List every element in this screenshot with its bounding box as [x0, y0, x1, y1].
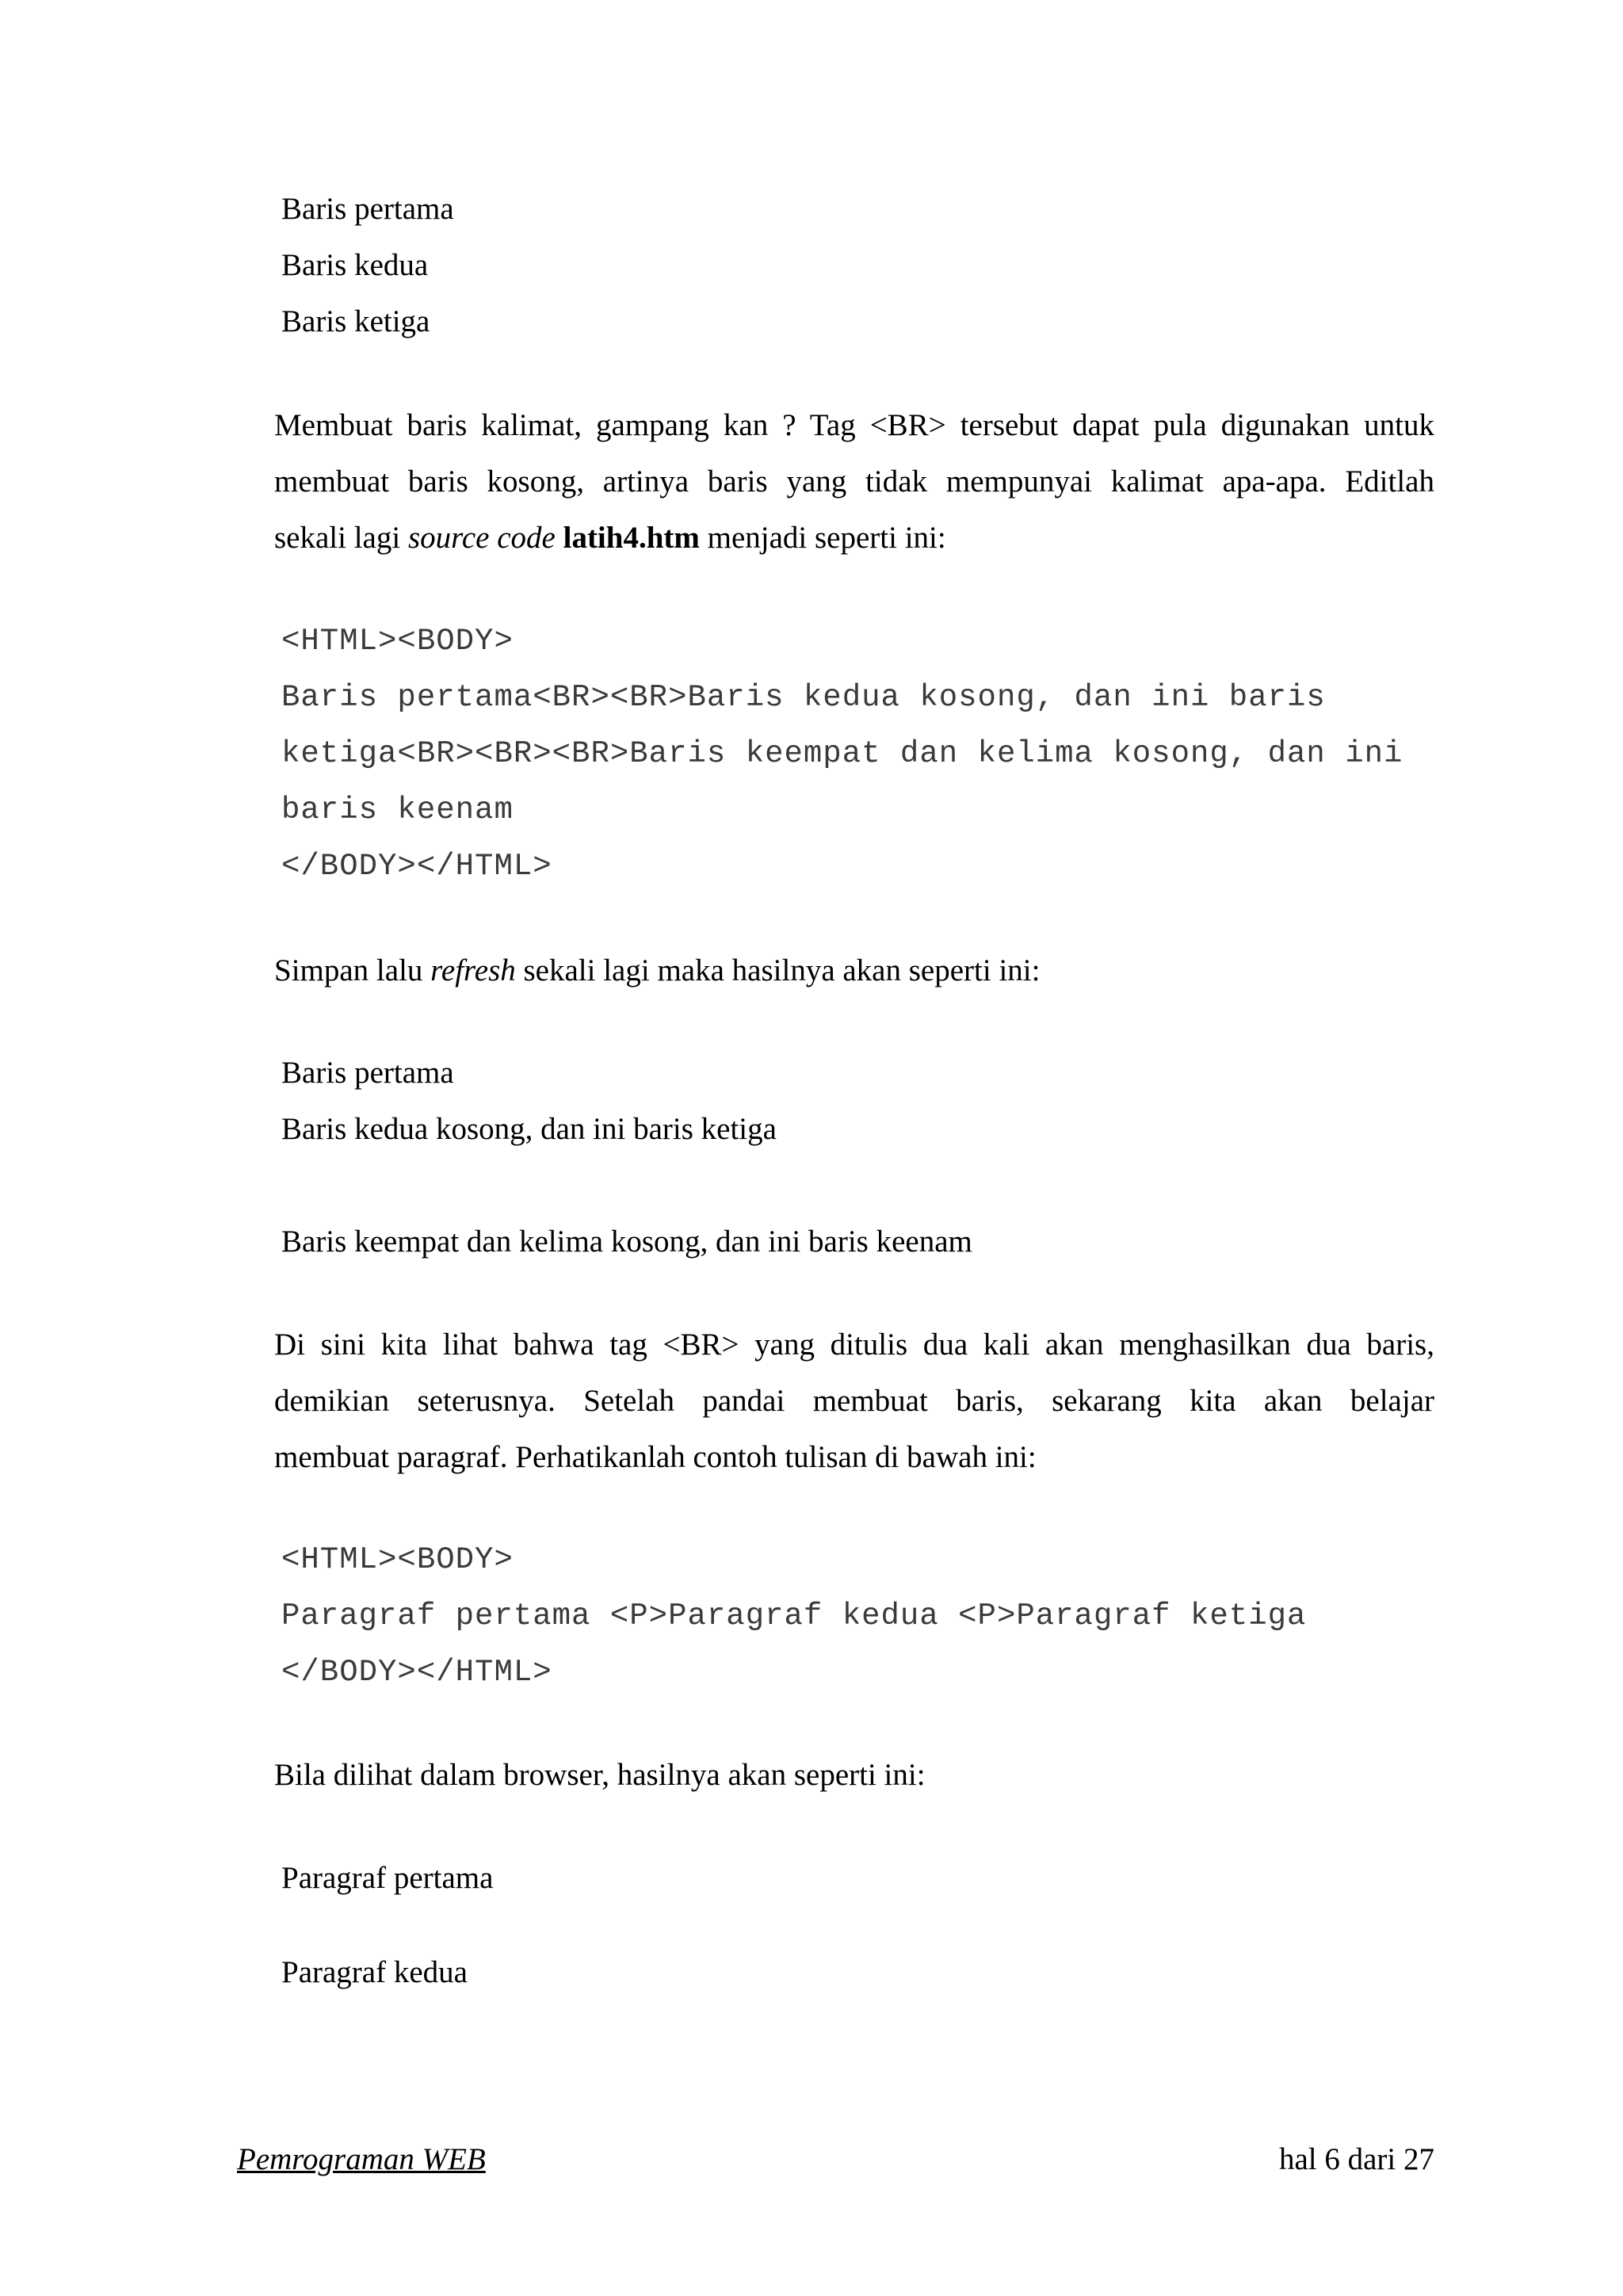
output-line: Baris kedua kosong, dan ini baris ketiga [281, 1112, 777, 1146]
code-line: </BODY></HTML> [281, 1655, 552, 1690]
text-run: sekali lagi maka hasilnya akan seperti ini: [515, 953, 1041, 988]
code-line: Baris pertama<BR><BR>Baris kedua kosong, dan ini baris [281, 680, 1326, 715]
paragraph-line [274, 955, 1040, 986]
code-line: <HTML><BODY> [281, 624, 514, 659]
output-line: Baris ketiga [281, 304, 430, 338]
text-run: menjadi seperti ini: [699, 521, 946, 555]
paragraph-line: Di sini kita lihat bahwa tag <BR> yang ditulis dua kali akan menghasilkan dua baris, [274, 1328, 1434, 1362]
paragraph-line: membuat baris kosong, artinya baris yang tidak mempunyai kalimat apa-apa. Editlah [274, 464, 1434, 499]
paragraph-line: membuat paragraf. Perhatikanlah contoh tulisan di bawah ini: [274, 1440, 1037, 1474]
code-line: baris keenam [281, 793, 514, 827]
italic-text: source code [407, 521, 556, 555]
output-line: Baris keempat dan kelima kosong, dan ini baris keenam [281, 1224, 972, 1259]
footer-document-title: Pemrograman WEB [237, 2142, 486, 2176]
paragraph-line: demikian seterusnya. Setelah pandai membuat baris, sekarang kita akan belajar [274, 1384, 1434, 1418]
code-line: Paragraf pertama <P>Paragraf kedua <P>Paragraf ketiga [281, 1599, 1307, 1633]
text-run [556, 521, 563, 555]
text-run: Simpan lalu [274, 953, 431, 988]
code-line: </BODY></HTML> [281, 849, 552, 884]
paragraph-line [274, 522, 946, 553]
output-line: Baris pertama [281, 1056, 454, 1090]
paragraph-line: Membuat baris kalimat, gampang kan ? Tag <BR> tersebut dapat pula digunakan untuk [274, 408, 1434, 442]
code-line: ketiga<BR><BR><BR>Baris keempat dan kelima kosong, dan ini [281, 736, 1403, 771]
output-line: Baris kedua [281, 248, 429, 282]
output-line: Paragraf kedua [281, 1955, 468, 1989]
output-line: Baris pertama [281, 192, 454, 226]
paragraph-line: Bila dilihat dalam browser, hasilnya akan seperti ini: [274, 1758, 926, 1792]
bold-filename: latih4.htm [563, 521, 700, 555]
italic-text: refresh [430, 953, 516, 988]
text-run: sekali lagi [274, 521, 408, 555]
output-line: Paragraf pertama [281, 1861, 494, 1895]
code-line: <HTML><BODY> [281, 1542, 514, 1577]
footer-page-number: hal 6 dari 27 [1278, 2142, 1434, 2176]
